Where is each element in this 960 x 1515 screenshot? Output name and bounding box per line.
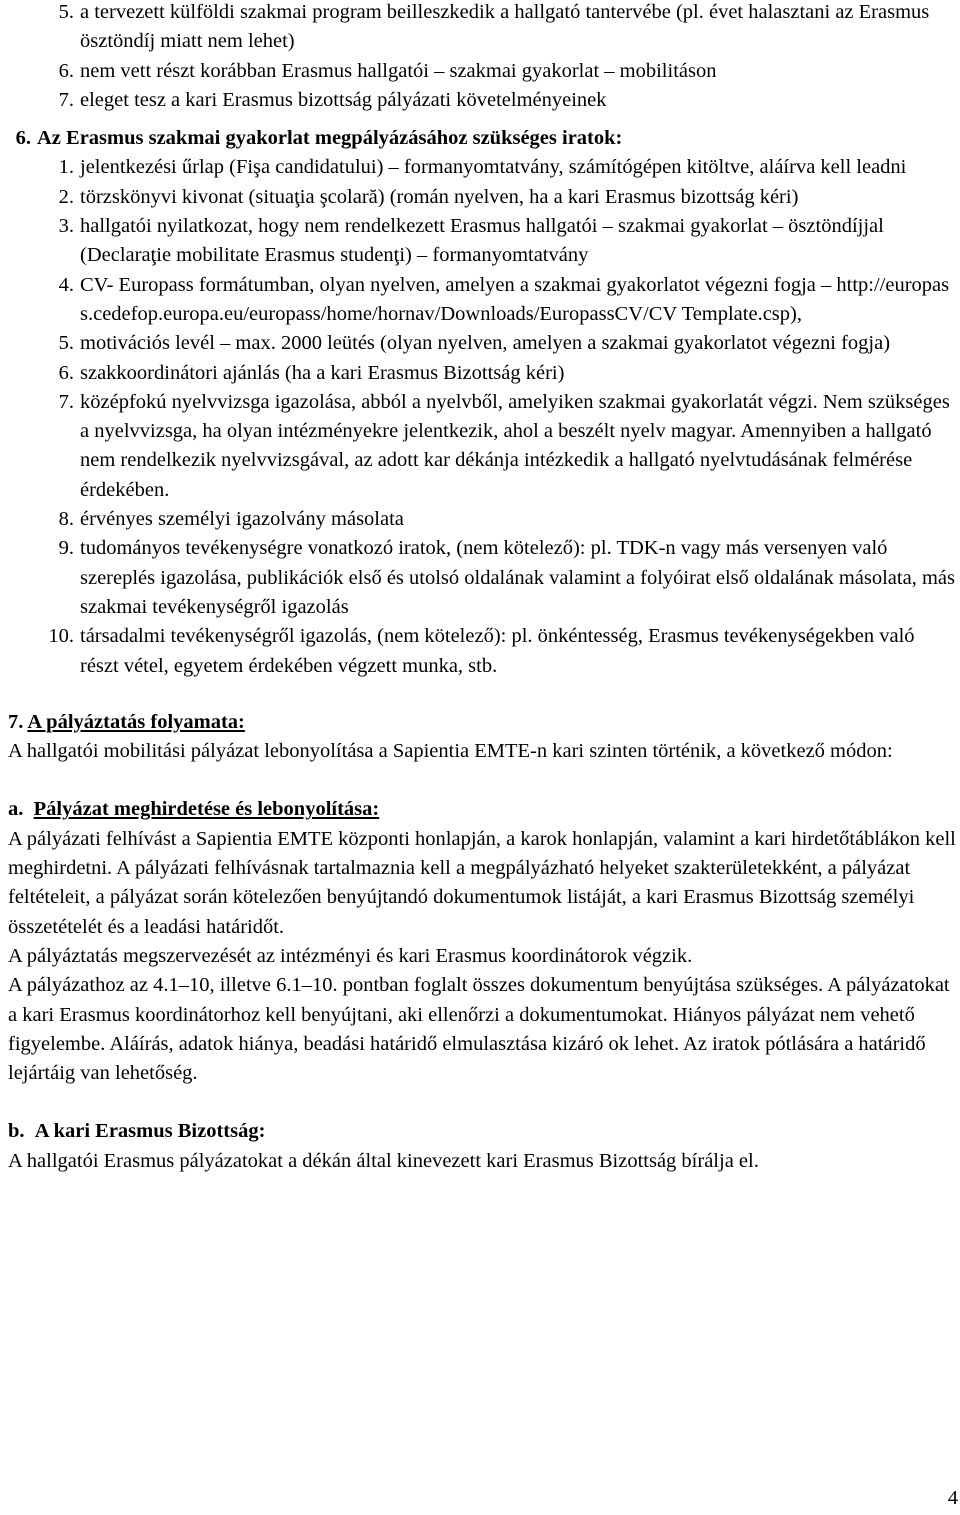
section-b-heading: b. A kari Erasmus Bizottság:	[8, 1120, 266, 1143]
paragraph: A hallgatói Erasmus pályázatokat a dékán által kinevezett kari Erasmus Bizottság bírálja el.	[8, 1149, 759, 1172]
page-number: 4	[947, 1486, 958, 1509]
paragraph: A pályáztatás megszervezését az intézményi és kari Erasmus koordinátorok végzik.	[8, 944, 693, 967]
list-item: 6. szakkoordinátori ajánlás (ha a kari Erasmus Bizottság kéri)	[58, 361, 565, 384]
required-documents-list	[8, 153, 956, 680]
list-item: 9. tudományos tevékenységre vonatkozó iratok, (nem kötelező): pl. TDK-n vagy más versenyen való szereplés igazolása, publikációk első és utolsó oldalának valamint a folyóirat első oldalának másolata, más szakmai tevékenységről igazolás	[58, 537, 955, 618]
list-item: 7. középfokú nyelvvizsga igazolása, abból a nyelvből, amelyiken szakmai gyakorlatát végzi. Nem szükséges a nyelvvizsga, ha olyan intézményekre jelentkezik, ahol a beszélt nyelv magyar. Amennyiben a hallgató nem rendelkezik nyelvvizsgával, az adott kar dékánja intézkedik a hallgató nyelvtudásának felmérése érdekében.	[58, 390, 950, 501]
section-7-heading: 7. A pályáztatás folyamata:	[8, 710, 245, 733]
list-item: 2. törzskönyvi kivonat (situaţia şcolară) (román nyelven, ha a kari Erasmus bizottság kéri)	[58, 185, 799, 208]
list-item: 5. motivációs levél – max. 2000 leütés (olyan nyelven, amelyen a szakmai gyakorlatot végezni fogja)	[58, 332, 891, 355]
section-6-heading: 6. Az Erasmus szakmai gyakorlat megpályázásához szükséges iratok:	[15, 127, 623, 150]
requirements-list-continued	[8, 0, 956, 115]
document-page	[8, 0, 956, 1176]
list-item: 5. a tervezett külföldi szakmai program beilleszkedik a hallgató tantervébe (pl. évet halasztani az Erasmus ösztöndíj miatt nem lehet)	[58, 1, 930, 53]
list-item: 8. érvényes személyi igazolvány másolata	[58, 508, 404, 531]
section-a-heading: a. Pályázat meghirdetése és lebonyolítása:	[8, 798, 380, 821]
list-item: 4. CV- Europass formátumban, olyan nyelven, amelyen a szakmai gyakorlatot végezni fogja – http://europass.cedefop.europa.eu/europass/home/hornav/Downloads/EuropassCV/CV Template.csp),	[58, 273, 950, 325]
paragraph: A pályázati felhívást a Sapientia EMTE központi honlapján, a karok honlapján, valamint a kari hirdetőtáblákon kell meghirdetni. A pályázati felhívásnak tartalmaznia kell a megpályázható helyeket szakterületekként, a pályázat feltételeit, a pályázat során kötelezően benyújtandó dokumentumok listáját, a kari Erasmus Bizottság személyi összetételét és a leadási határidőt.	[8, 827, 956, 938]
paragraph: A pályázathoz az 4.1–10, illetve 6.1–10. pontban foglalt összes dokumentum benyújtása szükséges. A pályázatokat a kari Erasmus koordinátorhoz kell benyújtani, aki ellenőrzi a dokumentumokat. Hiányos pályázat nem vehető figyelembe. Aláírás, adatok hiánya, beadási határidő elmulasztása kizáró ok lehet. Az iratok pótlására a határidő lejártáig van lehetőség.	[8, 974, 950, 1085]
list-item: 1. jelentkezési űrlap (Fişa candidatului) – formanyomtatvány, számítógépen kitöltve, aláírva kell leadni	[58, 156, 907, 179]
list-item: 6. nem vett részt korábban Erasmus hallgatói – szakmai gyakorlat – mobilitáson	[58, 59, 717, 82]
list-item: 10. társadalmi tevékenységről igazolás, (nem kötelező): pl. önkéntesség, Erasmus tevékenységekben való részt vétel, egyetem érdekében végzett munka, stb.	[48, 625, 915, 677]
list-item: 7. eleget tesz a kari Erasmus bizottság pályázati követelményeinek	[58, 88, 607, 111]
section-7-intro: A hallgatói mobilitási pályázat lebonyolítása a Sapientia EMTE-n kari szinten történik, a következő módon:	[8, 740, 893, 763]
list-item: 3. hallgatói nyilatkozat, hogy nem rendelkezett Erasmus hallgatói – szakmai gyakorlat – ösztöndíjjal (Declaraţie mobilitate Erasmus studenţi) – formanyomtatvány	[58, 215, 884, 267]
